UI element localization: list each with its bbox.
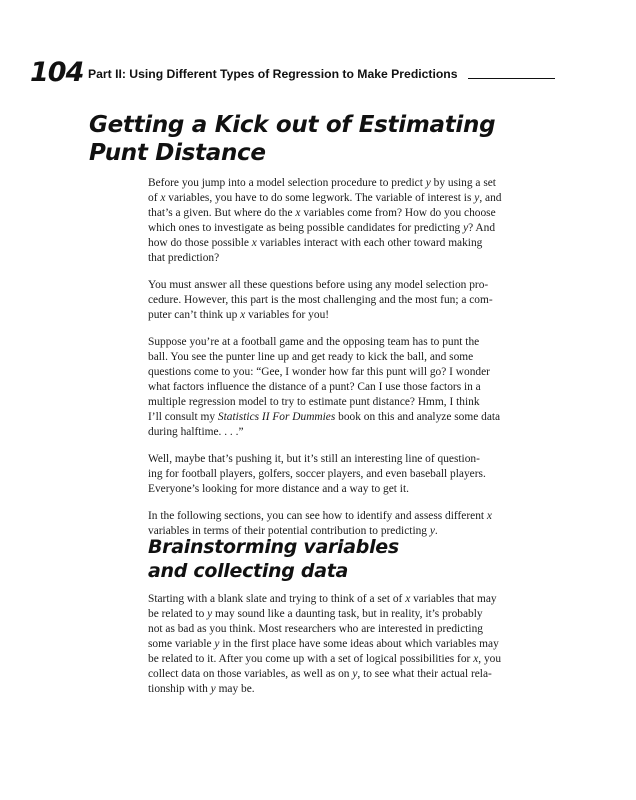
text-line: which ones to investigate as being possible candidates for predicting y? And: [148, 222, 496, 234]
text-line: what factors influence the distance of a punt? Can I use those factors in a: [148, 381, 481, 393]
text-line: I’ll consult my Statistics II For Dummies book on this and analyze some data: [148, 411, 501, 423]
text-line: collect data on those variables, as well as on y, to see what their actual rela-: [148, 668, 492, 680]
paragraph: [148, 335, 553, 440]
text-line: be related to it. After you come up with a set of logical possibilities for x, you: [148, 653, 502, 665]
text-line: multiple regression model to try to estimate punt distance? Hmm, I think: [148, 396, 480, 408]
text-line: In the following sections, you can see how to identify and assess different x: [148, 510, 492, 522]
subsection-body: [148, 592, 553, 709]
text-line: that prediction?: [148, 252, 220, 264]
text-line: how do those possible x variables interact with each other toward making: [148, 237, 483, 249]
text-line: Well, maybe that’s pushing it, but it’s still an interesting line of question-: [148, 453, 480, 465]
page-header: [30, 58, 555, 88]
section-title-line-1: Getting a Kick out of Estimating: [89, 112, 496, 138]
text-line: Starting with a blank slate and trying to think of a set of x variables that may: [148, 593, 497, 605]
text-line: during halftime. . . .”: [148, 426, 244, 438]
text-line: that’s a given. But where do the x variables come from? How do you choose: [148, 207, 496, 219]
section-title-line-2: Punt Distance: [89, 140, 266, 166]
paragraph: [148, 278, 553, 323]
text-line: You must answer all these questions before using any model selection pro-: [148, 279, 489, 291]
text-line: ing for football players, golfers, soccer players, and even baseball players.: [148, 468, 486, 480]
text-line: some variable y in the first place have some ideas about which variables may: [148, 638, 499, 650]
text-line: tionship with y may be.: [148, 683, 255, 695]
running-head: Part II: Using Different Types of Regression to Make Predictions: [88, 67, 458, 81]
text-line: ball. You see the punter line up and get ready to kick the ball, and some: [148, 351, 474, 363]
text-line: not as bad as you think. Most researchers who are interested in predicting: [148, 623, 483, 635]
subsection-title-line-1: Brainstorming variables: [148, 536, 399, 558]
paragraph: [148, 176, 553, 266]
text-line: cedure. However, this part is the most challenging and the most fun; a com-: [148, 294, 493, 306]
text-line: puter can’t think up x variables for you!: [148, 309, 330, 321]
page-number: 104: [30, 57, 84, 88]
text-line: Everyone’s looking for more distance and a way to get it.: [148, 483, 409, 495]
section-body: [148, 176, 553, 551]
section-title: [89, 111, 495, 167]
paragraph: [148, 592, 553, 697]
text-line: Suppose you’re at a football game and the opposing team has to punt the: [148, 336, 480, 348]
text-line: Before you jump into a model selection procedure to predict y by using a set: [148, 177, 496, 189]
header-rule: [468, 78, 555, 79]
subsection-title: [148, 535, 399, 583]
text-line: questions come to you: “Gee, I wonder how far this punt will go? I wonder: [148, 366, 490, 378]
subsection-title-line-2: and collecting data: [148, 560, 349, 582]
text-line: of x variables, you have to do some legwork. The variable of interest is y, and: [148, 192, 502, 204]
paragraph: [148, 452, 553, 497]
text-line: be related to y may sound like a daunting task, but in reality, it’s probably: [148, 608, 483, 620]
text-line: variables in terms of their potential contribution to predicting y.: [148, 525, 438, 537]
